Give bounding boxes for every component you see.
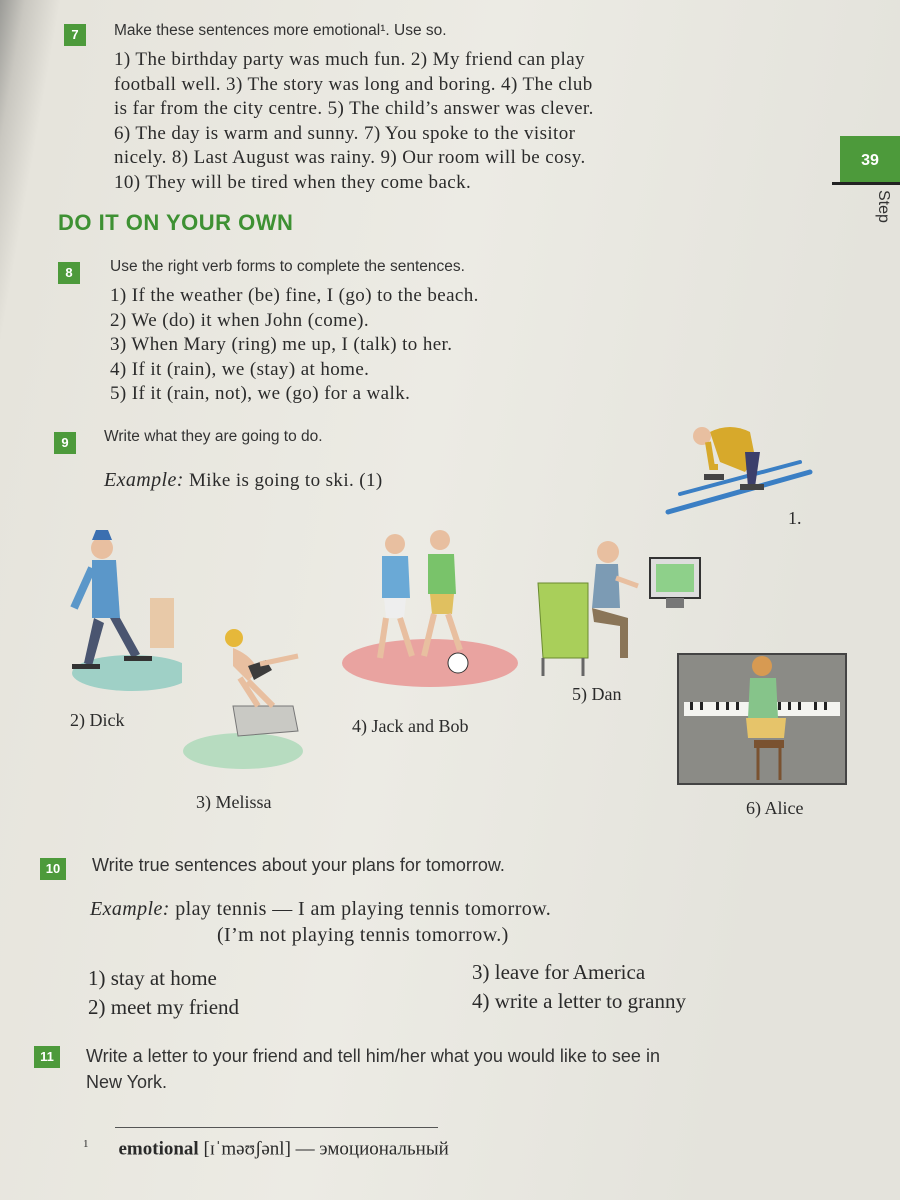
ex7-line: 1) The birthday party was much fun. 2) My friend can play: [114, 49, 585, 70]
footnote-mark: 1: [83, 1138, 89, 1150]
footnote: [83, 1138, 449, 1160]
exercise-10-tasks-right: [472, 958, 686, 1016]
skier-illustration: [660, 412, 820, 522]
footnote-transcription: [ɪˈməʊʃənl]: [203, 1138, 291, 1160]
exercise-11-number: 11: [34, 1046, 60, 1068]
caption-3: 3) Melissa: [196, 792, 272, 812]
footnote-divider: [115, 1127, 438, 1128]
exercise-9-number: 9: [54, 432, 76, 454]
exercise-10-tasks-left: [88, 964, 239, 1022]
step-side-label: Step: [875, 190, 892, 223]
tab-divider: [832, 182, 900, 185]
page-number: 39: [861, 152, 879, 169]
task-item: 4) write a letter to granny: [472, 989, 686, 1013]
exercise-10-example: [90, 896, 551, 948]
footnote-word: emotional: [118, 1138, 199, 1160]
caption-2: 2) Dick: [70, 710, 125, 730]
ex11-line: Write a letter to your friend and tell him/her what you would like to see in: [86, 1046, 660, 1066]
ex7-line: 10) They will be tired when they come back.: [114, 171, 472, 193]
caption-1: 1.: [788, 508, 802, 528]
exercise-9-instruction: Write what they are going to do.: [104, 428, 323, 445]
task-item: 1) stay at home: [88, 966, 217, 990]
caption-4: 4) Jack and Bob: [352, 716, 469, 736]
footnote-translation: — эмоциональный: [295, 1138, 449, 1160]
example-line-1: play tennis — I am playing tennis tomorrow.: [175, 898, 552, 920]
page-number-tab: [840, 136, 900, 182]
exercise-8-sentences: [110, 284, 479, 407]
caption-5: 5) Dan: [572, 684, 622, 704]
ex7-line: is far from the city centre. 5) The child’s answer was clever.: [114, 98, 594, 119]
swimmer-illustration: [178, 626, 308, 776]
task-item: 3) leave for America: [472, 960, 646, 984]
example-label: Example:: [104, 469, 184, 491]
ex7-line: nicely. 8) Last August was rainy. 9) Our room will be cosy.: [114, 147, 586, 168]
exercise-10-number: 10: [40, 858, 66, 880]
ex7-line: 6) The day is warm and sunny. 7) You spoke to the visitor: [114, 122, 576, 144]
football-players-illustration: [340, 528, 520, 688]
ex8-line: 1) If the weather (be) fine, I (go) to the beach.: [110, 285, 479, 306]
exercise-7-instruction: Make these sentences more emotional¹. Use so.: [114, 22, 447, 39]
ex11-line: New York.: [86, 1072, 168, 1092]
skater-illustration: [62, 528, 182, 698]
ex8-line: 5) If it (rain, not), we (go) for a walk.: [110, 383, 411, 404]
section-header: DO IT ON YOUR OWN: [58, 210, 294, 235]
task-item: 2) meet my friend: [88, 995, 240, 1019]
example-line-2: (I’m not playing tennis tomorrow.): [217, 924, 509, 946]
exercise-8-instruction: Use the right verb forms to complete the sentences.: [110, 258, 465, 275]
exercise-9-example: [104, 468, 383, 494]
example-label: Example:: [90, 898, 170, 920]
exercise-7-sentences: [114, 48, 594, 195]
pianist-illustration: [676, 652, 850, 792]
example-text: Mike is going to ski. (1): [189, 470, 383, 491]
caption-6: 6) Alice: [746, 798, 804, 818]
exercise-10-instruction: Write true sentences about your plans for tomorrow.: [92, 855, 505, 875]
ex8-line: 3) When Mary (ring) me up, I (talk) to her.: [110, 334, 453, 355]
exercise-11-instruction: [86, 1043, 660, 1095]
exercise-8-number: 8: [58, 262, 80, 284]
exercise-7-number: 7: [64, 24, 86, 46]
ex8-line: 4) If it (rain), we (stay) at home.: [110, 358, 370, 380]
ex7-line: football well. 3) The story was long and boring. 4) The club: [114, 73, 593, 95]
ex8-line: 2) We (do) it when John (come).: [110, 309, 370, 331]
